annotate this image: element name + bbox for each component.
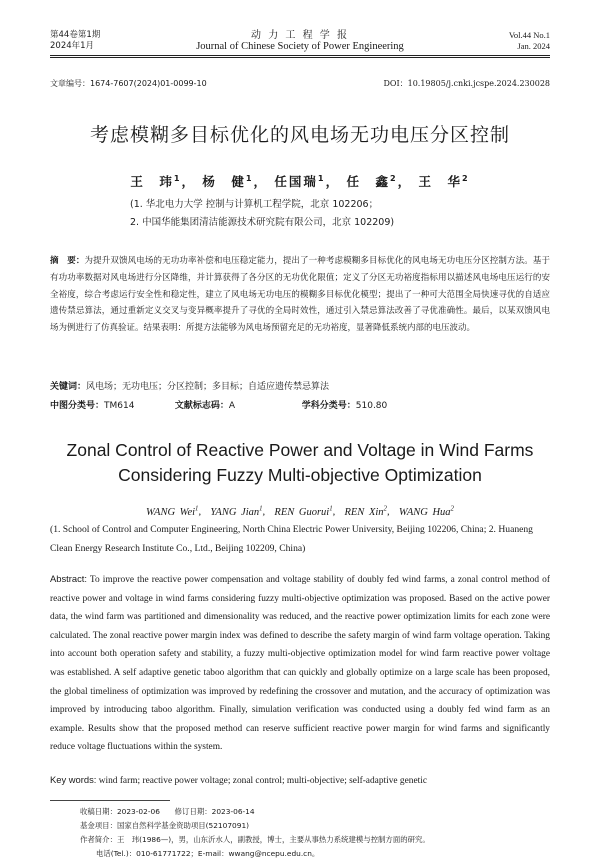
doi-text[interactable]: DOI：10.19805/j.cnki.jcspe.2024.230028 <box>383 79 550 88</box>
classification-line <box>50 398 550 411</box>
author-en: REN Guorui$^1$ <box>274 505 333 518</box>
author-zh: 王 玮$^1$ <box>130 172 182 189</box>
author-en: YANG Jian$^1$ <box>210 505 263 518</box>
keywords-zh <box>50 379 329 392</box>
affiliation-zh-2: 2. 中国华能集团清洁能源技术研究院有限公司，北京 102209) <box>130 217 395 228</box>
header-journal-en: Journal of Chinese Society of Power Engineering <box>196 41 404 52</box>
clc-number: 中图分类号：TM614 <box>50 401 135 411</box>
footnote-contact: 电话(Tel.)：010-61771722；E-mail：wwang@ncepu.edu.cn。 <box>96 849 320 858</box>
header-rule-thin <box>50 57 550 58</box>
author-en: WANG Wei$^1$ <box>146 505 199 518</box>
header-journal-zh: 动 力 工 程 学 报 <box>251 30 349 41</box>
title-en-line2: Considering Fuzzy Multi-objective Optimization <box>118 465 482 485</box>
footnote-received: 收稿日期：2023-02-06 修订日期：2023-06-14 <box>80 807 255 816</box>
title-zh: 考虑模糊多目标优化的风电场无功电压分区控制 <box>89 124 510 146</box>
author-zh: 任国瑞$^1$ <box>274 172 326 189</box>
author-zh: 杨 健$^1$ <box>202 172 254 189</box>
keywords-zh-text: 风电场；无功电压；分区控制；多目标；自适应遗传禁忌算法 <box>86 382 330 392</box>
keywords-zh-label: 关键词： <box>50 382 87 392</box>
affiliation-zh-1: (1. 华北电力大学 控制与计算机工程学院，北京 102206； <box>130 199 379 210</box>
keywords-en-label: Key words: <box>50 774 97 785</box>
footnote-fund: 基金项目：国家自然科学基金资助项目(52107091) <box>80 821 250 830</box>
footnote-author-bio: 作者简介：王 玮(1986—)，男，山东沂水人，副教授，博士，主要从事热力系统建模与控制方面的研究。 <box>80 835 430 844</box>
author-zh: 王 华$^2$ <box>418 172 470 189</box>
document-code: 文献标志码：A <box>174 401 236 411</box>
author-zh: 任 鑫$^2$ <box>346 172 398 189</box>
abstract-en-label: Abstract: <box>50 573 87 584</box>
header-volume-issue-en <box>509 30 550 52</box>
header-vol-en: Vol.44 No.1 <box>508 30 550 40</box>
article-number-text: 文章编号：1674-7607(2024)01-0099-10 <box>50 79 207 88</box>
header-volume: 第44卷第1期 <box>50 30 101 40</box>
abstract-en <box>50 570 550 757</box>
footnote-rule <box>50 800 170 801</box>
keywords-en-text: wind farm; reactive power voltage; zonal control; multi-objective; self-adaptive genetic <box>96 776 427 786</box>
abstract-zh-text: 为提升双馈风电场的无功功率补偿和电压稳定能力，提出了一种考虑模糊多目标优化的风电场无功电压分区控制方法。基于有功功率数据对风电场进行分区降维，并计算获得了各分区的无功优化限值；定义了分区无功裕度指标用以描述风电场电压运行的安全裕度，综合考虑运行安全性和稳定性，建立了风电场无功电压的模糊多目标优化模型；提出了一种可大范围全局快速寻优的自适应遗传禁忌算法，通过重新定义交叉与变异概率提升了寻优的全局时效性，通过引入禁忌算法改善了寻优准确性。最后，以某双馈风电场为例进行了仿真验证。结果表明：所提方法能够为风电场预留充足的无功裕度，显著降低系统内部的电压波动。 <box>50 256 550 334</box>
article-number <box>50 78 207 89</box>
abstract-zh <box>50 253 550 337</box>
abstract-zh-label: 摘 要： <box>50 256 85 266</box>
title-en-line1: Zonal Control of Reactive Power and Voltage in Wind Farms <box>66 440 534 460</box>
author-en: WANG Hua$^2$ <box>398 505 454 518</box>
subject-code: 学科分类号：510.80 <box>301 401 388 411</box>
affiliations-en: (1. School of Control and Computer Engineering, North China Electric Power University, Beijing 102206, China; 2. Huaneng Clean Energy Research Institute Co., Ltd., Beijing 102209, China) <box>50 524 533 554</box>
header-date-en: Jan. 2024 <box>517 41 550 51</box>
header-date: 2024年1月 <box>50 41 95 51</box>
authors-zh: 王 玮$^1$， 杨 健$^1$， 任国瑞$^1$， 任 鑫$^2$， 王 华$^2$ <box>130 172 470 189</box>
author-en: REN Xin$^2$ <box>344 505 387 518</box>
keywords-en <box>50 774 560 786</box>
doi[interactable] <box>383 78 550 89</box>
header-rule <box>50 55 550 56</box>
authors-en: WANG Wei$^1$, YANG Jian$^1$, REN Guorui$^1$, REN Xin$^2$, WANG Hua$^2$ <box>146 505 454 518</box>
title-en <box>0 438 600 488</box>
abstract-en-text: To improve the reactive power compensation and voltage stability of doubly fed wind farms, a zonal control method of reactive power and voltage in wind farms considering fuzzy multi-objective optimization was proposed. Based on the active power data, the wind farm was partitioned and dimensionality was reduced, and the reactive power optimization limits for each zone were calculated. The zonal reactive power margin index was defined to describe the safety margin of wind farm voltage operation. Taking into account both operation safety and stability, a fuzzy multi-objective optimization model for wind farm reactive power voltage was established. A self adaptive genetic taboo algorithm that can quickly and globally optimize on a large scale has been proposed, the global timeliness of optimization was improved by redefining the crossover and mutation, and the accuracy of optimization was improved by introducing taboo algorithm. Finally, simulation verification was conducted using a doubly fed wind farm as an example. Results show that the proposed method can reserve sufficient reactive power margin for wind farms and significantly reduce voltage fluctuations within the system. <box>50 575 550 753</box>
